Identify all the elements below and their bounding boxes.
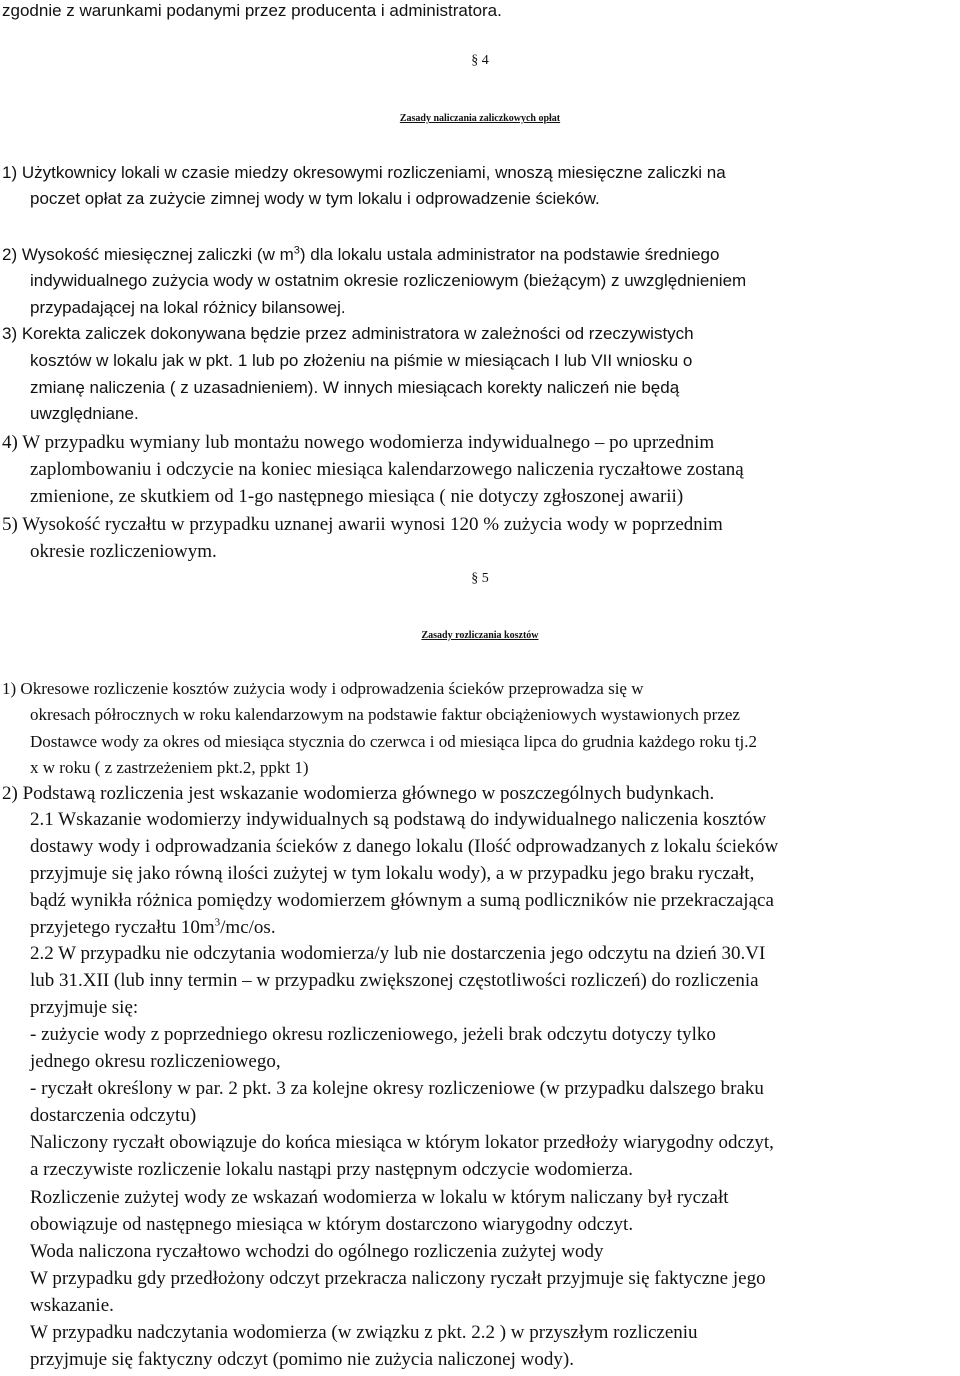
sec5-line-17: dostarczenia odczytu) [30, 1105, 197, 1126]
section-4-title: Zasady naliczania zaliczkowych opłat [399, 113, 561, 124]
sec5-line-2: okresach półrocznych w roku kalendarzowym na podstawie faktur obciążeniowych wystawionych przez [30, 705, 740, 724]
sec5-line-20: Rozliczenie zużytej wody ze wskazań wodomierza w lokalu w którym naliczany był ryczałt [30, 1187, 729, 1208]
sec4-line-5: przypadającej na lokal różnicy bilansowej. [30, 298, 346, 317]
sec5-line-8: przyjmuje się jako równą ilości zużytej w tym lokalu wody), a w przypadku jego braku ryczałt, [30, 863, 755, 884]
sec5-line-25: W przypadku nadczytania wodomierza (w związku z pkt. 2.2 ) w przyszłym rozliczeniu [30, 1322, 698, 1343]
sec5-line-12: lub 31.XII (lub inny termin – w przypadku zwiększonej częstotliwości rozliczeń) do rozliczenia [30, 970, 759, 991]
sec4-line-12: zmienione, ze skutkiem od 1-go następnego miesiąca ( nie dotyczy zgłoszonej awarii) [30, 486, 684, 507]
sec4-line-4: indywidualnego zużycia wody w ostatnim okresie rozliczeniowym (bieżącym) z uwzględnieniem [30, 271, 747, 290]
sec5-line-15: jednego okresu rozliczeniowego, [30, 1051, 281, 1072]
sec4-line-10: 4) W przypadku wymiany lub montażu nowego wodomierza indywidualnego – po uprzednim [2, 432, 715, 453]
sec5-line-26: przyjmuje się faktyczny odczyt (pomimo nie zużycia naliczonej wody). [30, 1349, 574, 1370]
sec4-line-7: kosztów w lokalu jak w pkt. 1 lub po złożeniu na piśmie w miesiącach I lub VII wniosku o [30, 351, 693, 370]
sec5-line-23: W przypadku gdy przedłożony odczyt przekracza naliczony ryczałt przyjmuje się faktyczne jego [30, 1268, 766, 1289]
sec4-line-3b: ) dla lokalu ustala administrator na podstawie średniego [299, 245, 720, 264]
section-5-title: Zasady rozliczania kosztów [421, 630, 539, 641]
sec5-line-5: 2) Podstawą rozliczenia jest wskazanie wodomierza głównego w poszczególnych budynkach. [2, 783, 715, 804]
sec5-line-16: - ryczałt określony w par. 2 pkt. 3 za kolejne okresy rozliczeniowe (w przypadku dalszego braku [30, 1078, 764, 1099]
sec5-line-10a: przyjetego ryczałtu 10m [30, 917, 215, 938]
sec5-line-3: Dostawce wody za okres od miesiąca stycznia do czerwca i od miesiąca lipca do grudnia każdego roku tj.2 [30, 732, 757, 751]
sec4-line-2: poczet opłat za zużycie zimnej wody w tym lokalu i odprowadzenie ścieków. [30, 189, 600, 208]
sec5-line-18: Naliczony ryczałt obowiązuje do końca miesiąca w którym lokator przedłoży wiarygodny odczyt, [30, 1132, 774, 1153]
sec5-line-19: a rzeczywiste rozliczenie lokalu nastąpi przy następnym odczycie wodomierza. [30, 1159, 633, 1180]
sec5-line-21: obowiązuje od następnego miesiąca w którym dostarczono wiarygodny odczyt. [30, 1214, 634, 1235]
sec5-line-1: 1) Okresowe rozliczenie kosztów zużycia wody i odprowadzenia ścieków przeprowadza się w [2, 679, 644, 698]
sec4-line-9: uwzględniane. [30, 404, 139, 423]
sec4-line-14: okresie rozliczeniowym. [30, 541, 217, 562]
sec4-line-3 [2, 244, 719, 266]
sec5-line-4: x w roku ( z zastrzeżeniem pkt.2, ppkt 1) [30, 758, 309, 777]
superscript-3: 3 [293, 244, 300, 257]
sec5-line-24: wskazanie. [30, 1295, 114, 1316]
sec5-line-9: bądź wynikła różnica pomiędzy wodomierzem głównym a sumą podliczników nie przekraczająca [30, 890, 774, 911]
sec4-line-8: zmianę naliczenia ( z uzasadnieniem). W innych miesiącach korekty naliczeń nie będą [30, 378, 680, 397]
sec5-line-7: dostawy wody i odprowadzania ścieków z danego lokalu (Ilość odprowadzanych z lokalu ścieków [30, 836, 779, 857]
sec4-line-3a: 2) Wysokość miesięcznej zaliczki (w m [2, 245, 294, 264]
sec5-line-13: przyjmuje się: [30, 997, 139, 1018]
sec5-line-6: 2.1 Wskazanie wodomierzy indywidualnych są podstawą do indywidualnego naliczenia kosztów [30, 809, 767, 830]
sec5-line-14: - zużycie wody z poprzedniego okresu rozliczeniowego, jeżeli brak odczytu dotyczy tylko [30, 1024, 716, 1045]
section-4-number: § 4 [471, 53, 489, 68]
sec5-line-22: Woda naliczona ryczałtowo wchodzi do ogólnego rozliczenia zużytej wody [30, 1241, 604, 1262]
superscript-3b: 3 [214, 916, 221, 929]
sec4-line-6: 3) Korekta zaliczek dokonywana będzie przez administratora w zależności od rzeczywistych [2, 324, 694, 343]
top-line: zgodnie z warunkami podanymi przez producenta i administratora. [2, 1, 502, 20]
sec4-line-11: zaplombowaniu i odczycie na koniec miesiąca kalendarzowego naliczenia ryczałtowe zostaną [30, 459, 744, 480]
sec5-line-10 [30, 917, 276, 939]
sec5-line-11: 2.2 W przypadku nie odczytania wodomierza/y lub nie dostarczenia jego odczytu na dzień 30.VI [30, 943, 766, 964]
section-5-number: § 5 [471, 571, 489, 586]
sec4-line-1: 1) Użytkownicy lokali w czasie miedzy okresowymi rozliczeniami, wnoszą miesięczne zaliczki na [2, 163, 726, 182]
sec5-line-10b: /mc/os. [220, 917, 276, 938]
sec4-line-13: 5) Wysokość ryczałtu w przypadku uznanej awarii wynosi 120 % zużycia wody w poprzednim [2, 514, 723, 535]
